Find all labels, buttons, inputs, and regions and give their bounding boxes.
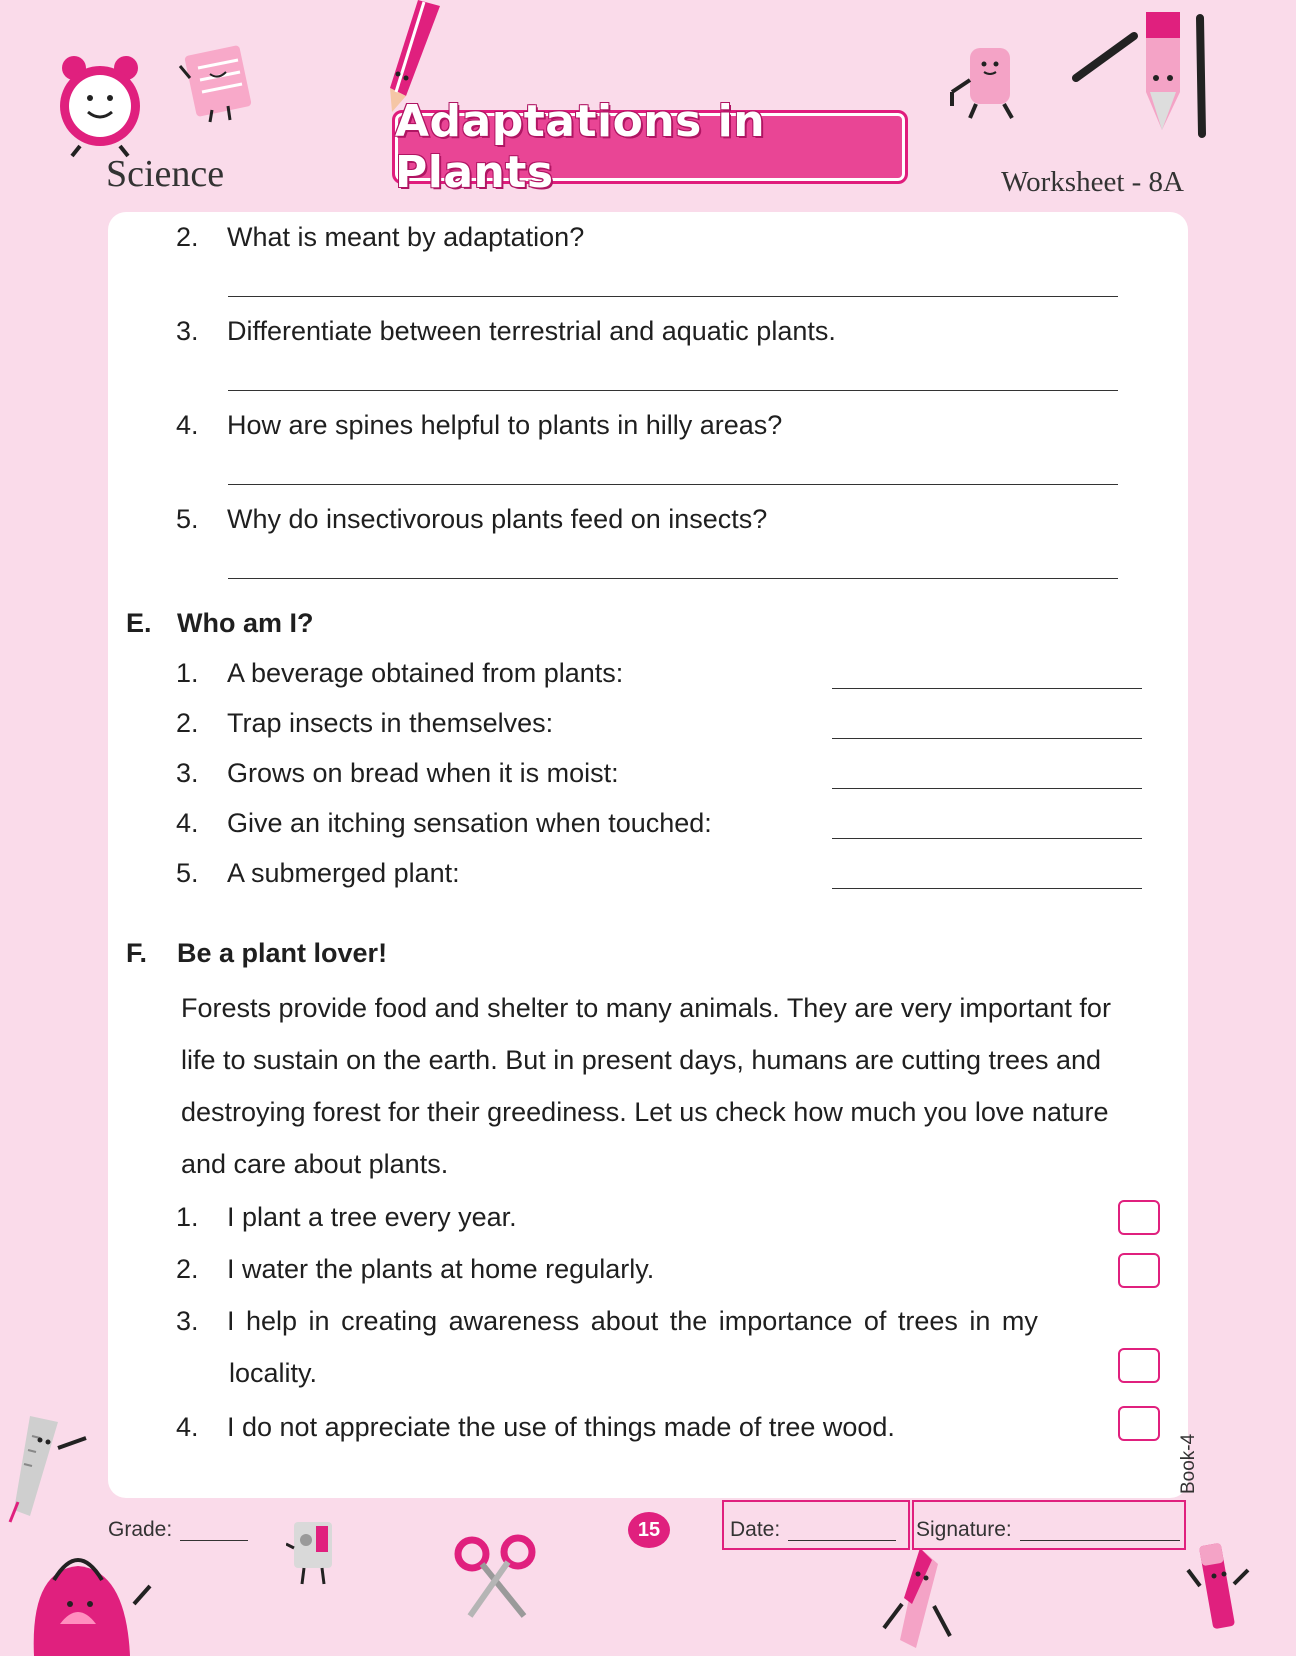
item-number: 4. <box>176 1412 199 1442</box>
answer-line[interactable] <box>228 484 1118 485</box>
checkbox[interactable] <box>1118 1348 1160 1383</box>
answer-line[interactable] <box>832 788 1142 789</box>
answer-line[interactable] <box>228 296 1118 297</box>
item-number: 2. <box>176 708 199 738</box>
answer-line[interactable] <box>832 688 1142 689</box>
question-number: 2. <box>176 222 199 252</box>
item-text: A submerged plant: <box>227 858 460 888</box>
section-heading: Be a plant lover! <box>177 938 388 968</box>
pencil-character-icon <box>1072 8 1214 138</box>
answer-line[interactable] <box>832 838 1142 839</box>
item-text: I water the plants at home regularly. <box>227 1254 655 1284</box>
question-text: How are spines helpful to plants in hilly areas? <box>227 410 783 440</box>
grade-label: Grade: <box>108 1518 173 1541</box>
item-text: I help in creating awareness about the importance of trees in my <box>227 1306 1038 1336</box>
signature-label: Signature: <box>916 1518 1012 1541</box>
item-number: 2. <box>176 1254 199 1284</box>
question-number: 3. <box>176 316 199 346</box>
section-letter: F. <box>126 938 148 968</box>
title-banner <box>392 96 908 198</box>
alarm-clock-icon <box>52 46 148 158</box>
pen-character-icon <box>880 1544 964 1652</box>
intro-paragraph <box>181 982 1171 1190</box>
item-number: 1. <box>176 658 199 688</box>
item-number: 5. <box>176 858 199 888</box>
notepad-icon <box>176 44 260 124</box>
checkbox[interactable] <box>1118 1200 1160 1235</box>
grade-field[interactable] <box>180 1540 248 1541</box>
question-text: What is meant by adaptation? <box>227 222 585 252</box>
item-text: A beverage obtained from plants: <box>227 658 624 688</box>
paragraph-line: Forests provide food and shelter to many animals. They are very important for <box>181 993 1111 1023</box>
item-number: 3. <box>176 758 199 788</box>
ruler-character-icon <box>8 1410 94 1526</box>
page-title: Adaptations in Plants <box>395 96 766 198</box>
checkbox[interactable] <box>1118 1253 1160 1288</box>
item-text: Grows on bread when it is moist: <box>227 758 619 788</box>
book-tag: Book-4 <box>1178 1433 1199 1494</box>
checkbox[interactable] <box>1118 1406 1160 1441</box>
paragraph-line: and care about plants. <box>181 1149 449 1179</box>
date-label: Date: <box>730 1518 781 1541</box>
scissors-icon <box>454 1534 538 1620</box>
question-number: 5. <box>176 504 199 534</box>
worksheet-number: Worksheet - 8A <box>1001 166 1184 198</box>
question-text: Why do insectivorous plants feed on insects? <box>227 504 768 534</box>
item-text: I do not appreciate the use of things made of tree wood. <box>227 1412 895 1442</box>
answer-line[interactable] <box>228 578 1118 579</box>
marker-character-icon <box>1186 1536 1256 1654</box>
signature-field[interactable] <box>1020 1540 1180 1541</box>
section-heading: Who am I? <box>177 608 314 638</box>
answer-line[interactable] <box>832 738 1142 739</box>
subject-label: Science <box>106 153 225 195</box>
item-text: Give an itching sensation when touched: <box>227 808 712 838</box>
date-field[interactable] <box>788 1540 896 1541</box>
item-text: I plant a tree every year. <box>227 1202 517 1232</box>
item-text-continued: locality. <box>229 1358 318 1388</box>
sharpener-icon <box>286 1518 344 1588</box>
answer-line[interactable] <box>228 390 1118 391</box>
paragraph-line: life to sustain on the earth. But in present days, humans are cutting trees and <box>181 1045 1102 1075</box>
item-number: 4. <box>176 808 199 838</box>
question-text: Differentiate between terrestrial and aquatic plants. <box>227 316 836 346</box>
answer-line[interactable] <box>832 888 1142 889</box>
item-text: Trap insects in themselves: <box>227 708 554 738</box>
section-letter: E. <box>126 608 152 638</box>
page-number-badge: 15 <box>628 1512 670 1548</box>
paragraph-line: destroying forest for their greediness. Let us check how much you love nature <box>181 1097 1109 1127</box>
item-number: 1. <box>176 1202 199 1232</box>
question-number: 4. <box>176 410 199 440</box>
item-number: 3. <box>176 1306 199 1336</box>
eraser-icon <box>946 40 1030 122</box>
